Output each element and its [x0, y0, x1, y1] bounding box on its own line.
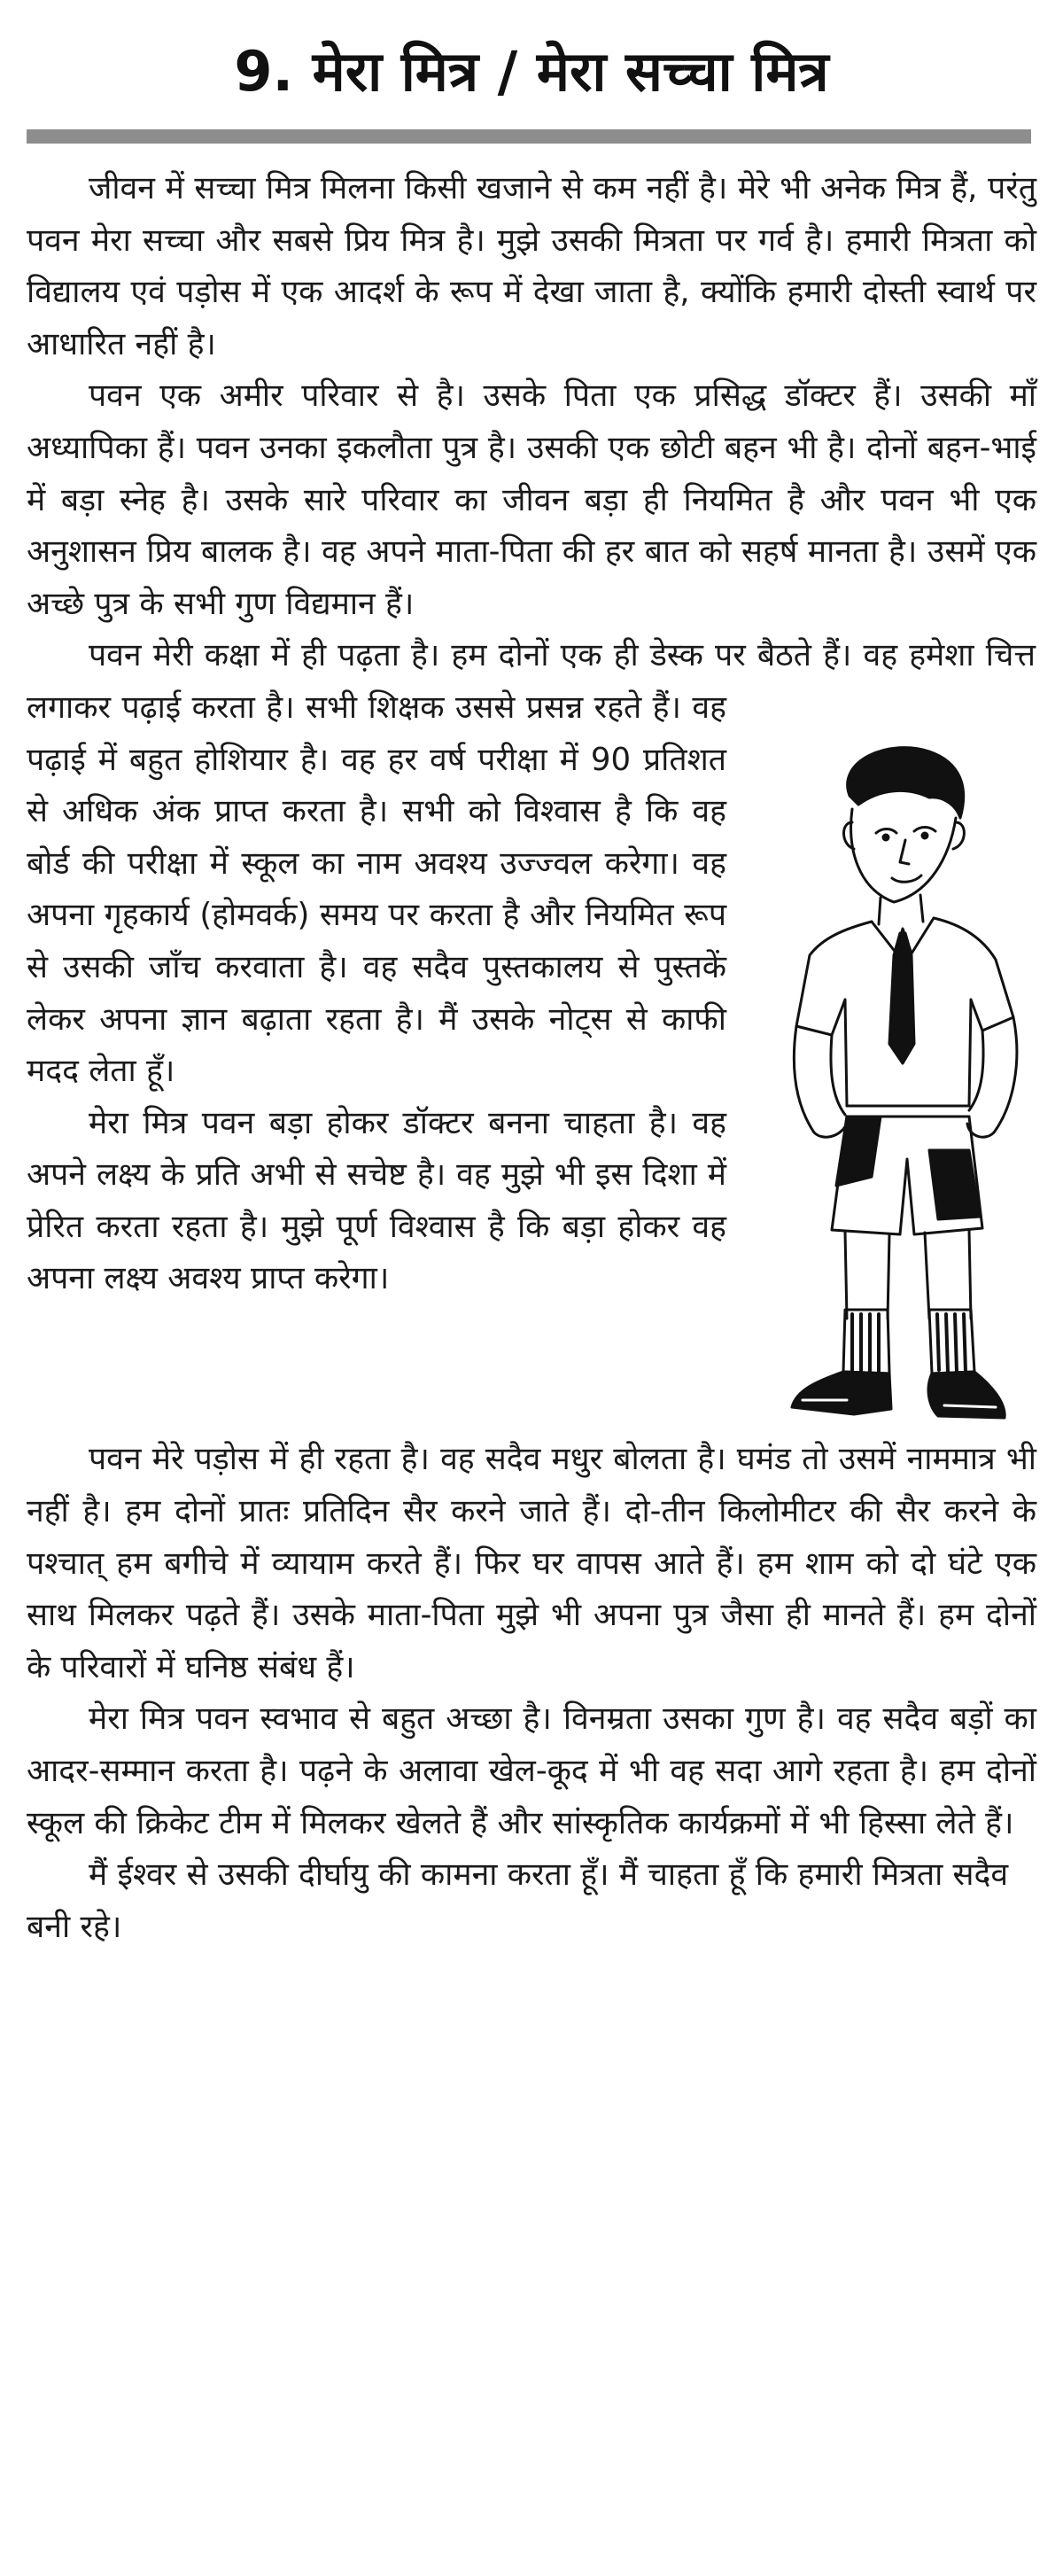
paragraph-6: मेरा मित्र पवन स्वभाव से बहुत अच्छा है। विनम्रता उसका गुण है। वह सदैव बड़ों का आदर-सम्मान करता है। पढ़ने के अलावा खेल-कूद में भी वह सदा आगे रहता है। हम दोनों स्कूल की क्रिकेट टीम में मिलकर खेलते हैं और सांस्कृतिक कार्यक्रमों में भी हिस्सा लेते हैं। [27, 1700, 1036, 1841]
paragraph-2: पवन एक अमीर परिवार से है। उसके पिता एक प्रसिद्ध डॉक्टर हैं। उसकी माँ अध्यापिका हैं। पवन उनका इकलौता पुत्र है। उसकी एक छोटी बहन भी है। दोनों बहन-भाई में बड़ा स्नेह है। उसके सारे परिवार का जीवन बड़ा ही नियमित है और पवन भी एक अनुशासन प्रिय बालक है। वह अपने माता-पिता की हर बात को सहर्ष मानता है। उसमें एक अच्छे पुत्र के सभी गुण विद्यमान हैं। [27, 377, 1036, 622]
paragraph-4: मेरा मित्र पवन बड़ा होकर डॉक्टर बनना चाहता है। वह अपने लक्ष्य के प्रति अभी से सचेष्ट है। वह मुझे भी इस दिशा में प्रेरित करता रहता है। मुझे पूर्ण विश्वास है कि बड़ा होकर वह अपना लक्ष्य अवश्य प्राप्त करेगा। [27, 1104, 726, 1297]
essay-title: 9. मेरा मित्र / मेरा सच्चा मित्र [234, 39, 829, 104]
boy-illustration [748, 734, 1040, 1434]
title-divider [27, 129, 1031, 144]
paragraph-1: जीवन में सच्चा मित्र मिलना किसी खजाने से कम नहीं है। मेरे भी अनेक मित्र हैं, परंतु पवन मेरा सच्चा और सबसे प्रिय मित्र है। मुझे उसकी मित्रता पर गर्व है। हमारी मित्रता को विद्यालय एवं पड़ोस में एक आदर्श के रूप में देखा जाता है, क्योंकि हमारी दोस्ती स्वार्थ पर आधारित नहीं है। [27, 170, 1036, 362]
paragraph-5: पवन मेरे पड़ोस में ही रहता है। वह सदैव मधुर बोलता है। घमंड तो उसमें नाममात्र भी नहीं है। हम दोनों प्रातः प्रतिदिन सैर करने जाते हैं। दो-तीन किलोमीटर की सैर करने के पश्चात् हम बगीचे में व्यायाम करते हैं। फिर घर वापस आते हैं। हम शाम को दो घंटे एक साथ मिलकर पढ़ते हैं। उसके माता-पिता मुझे भी अपना पुत्र जैसा ही मानते हैं। हम दोनों के परिवारों में घनिष्ठ संबंध हैं। [27, 1441, 1036, 1685]
paragraph-3-block [27, 630, 1036, 1305]
essay-body [27, 163, 1036, 1953]
paragraph-7: मैं ईश्वर से उसकी दीर्घायु की कामना करता हूँ। मैं चाहता हूँ कि हमारी मित्रता सदैव बनी रहे। [27, 1856, 1009, 1945]
paragraph-3: पवन मेरी कक्षा में ही पढ़ता है। हम दोनों एक ही डेस्क पर बैठते हैं। वह हमेशा चित्त लगाकर पढ़ाई करता है। सभी शिक्षक उससे प्रसन्न रहते हैं। वह पढ़ाई में बहुत होशियार है। वह हर वर्ष परीक्षा में 90 प्रतिशत से अधिक अंक प्राप्त करता है। सभी को विश्वास है कि वह बोर्ड की परीक्षा में स्कूल का नाम अवश्य उज्ज्वल करेगा। वह अपना गृहकार्य (होमवर्क) समय पर करता है और नियमित रूप से उसकी जाँच करवाता है। वह सदैव पुस्तकालय से पुस्तकें लेकर अपना ज्ञान बढ़ाता रहता है। मैं उसके नोट्स से काफी मदद लेता हूँ। [27, 637, 1036, 1090]
